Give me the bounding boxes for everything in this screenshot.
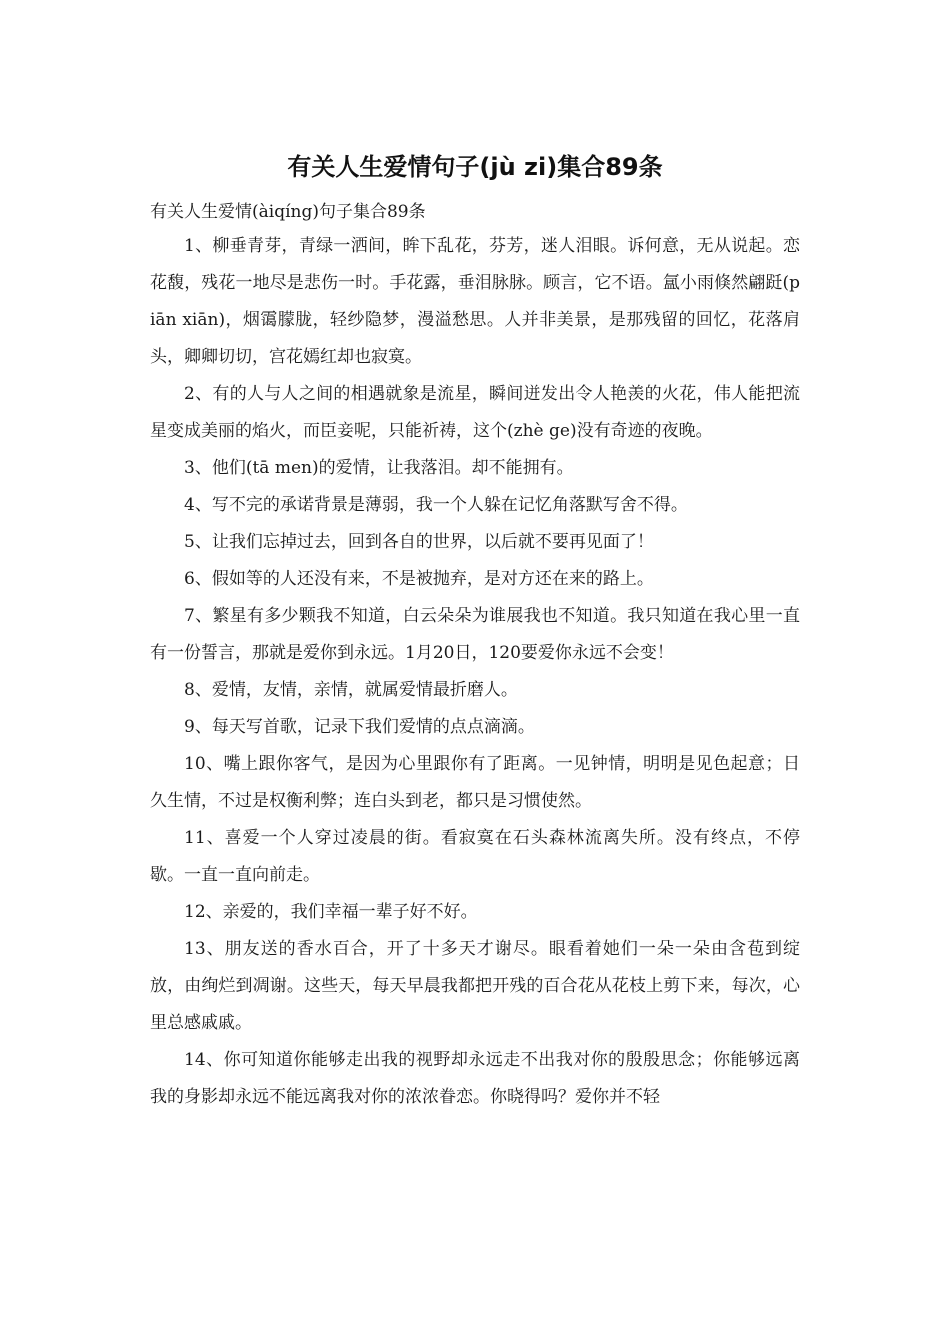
paragraph: 14、你可知道你能够走出我的视野却永远走不出我对你的殷殷思念；你能够远离我的身影却永远不能远离我对你的浓浓眷恋。你晓得吗？爱你并不轻 xyxy=(150,1050,800,1107)
paragraph: 3、他们(tā men)的爱情，让我落泪。却不能拥有。 xyxy=(184,458,574,478)
paragraph: 2、有的人与人之间的相遇就象是流星，瞬间迸发出令人艳羡的火花，伟人能把流星变成美丽的焰火，而臣妾呢，只能祈祷，这个(zhè ge)没有奇迹的夜晚。 xyxy=(150,384,800,441)
paragraph: 7、繁星有多少颗我不知道，白云朵朵为谁展我也不知道。我只知道在我心里一直有一份誓言，那就是爱你到永远。1月20日，120要爱你永远不会变！ xyxy=(150,606,800,663)
paragraph: 13、朋友送的香水百合，开了十多天才谢尽。眼看着她们一朵一朵由含苞到绽放，由绚烂到凋谢。这些天，每天早晨我都把开残的百合花从花枝上剪下来，每次，心里总感戚戚。 xyxy=(150,939,800,1033)
paragraph: 11、喜爱一个人穿过凌晨的街。看寂寞在石头森林流离失所。没有终点，不停歇。一直一直向前走。 xyxy=(150,828,800,885)
paragraph: 6、假如等的人还没有来，不是被抛弃，是对方还在来的路上。 xyxy=(184,569,654,589)
document-body xyxy=(150,196,800,1116)
paragraph: 8、爱情，友情，亲情，就属爱情最折磨人。 xyxy=(184,680,518,700)
paragraph: 9、每天写首歌，记录下我们爱情的点点滴滴。 xyxy=(184,717,535,737)
document-subtitle: 有关人生爱情(àiqíng)句子集合89条 xyxy=(150,202,426,222)
paragraph: 4、写不完的承诺背景是薄弱，我一个人躲在记忆角落默写舍不得。 xyxy=(184,495,688,515)
paragraph: 1、柳垂青芽，青绿一洒间，眸下乱花，芬芳，迷人泪眼。诉何意，无从说起。恋花馥，残花一地尽是悲伤一时。手花露，垂泪脉脉。顾言，它不语。氲小雨倏然翩跹(piān xiān)，烟霭朦胧，轻纱隐梦，漫溢愁思。人并非美景，是那残留的回忆，花落肩头，卿卿切切，宫花嫣红却也寂寞。 xyxy=(150,236,800,367)
paragraph: 5、让我们忘掉过去，回到各自的世界，以后就不要再见面了！ xyxy=(184,532,654,552)
paragraph: 12、亲爱的，我们幸福一辈子好不好。 xyxy=(184,902,478,922)
paragraph: 10、嘴上跟你客气，是因为心里跟你有了距离。一见钟情，明明是见色起意；日久生情，不过是权衡利弊；连白头到老，都只是习惯使然。 xyxy=(150,754,800,811)
document-title: 有关人生爱情句子(jù zi)集合89条 xyxy=(287,153,663,181)
